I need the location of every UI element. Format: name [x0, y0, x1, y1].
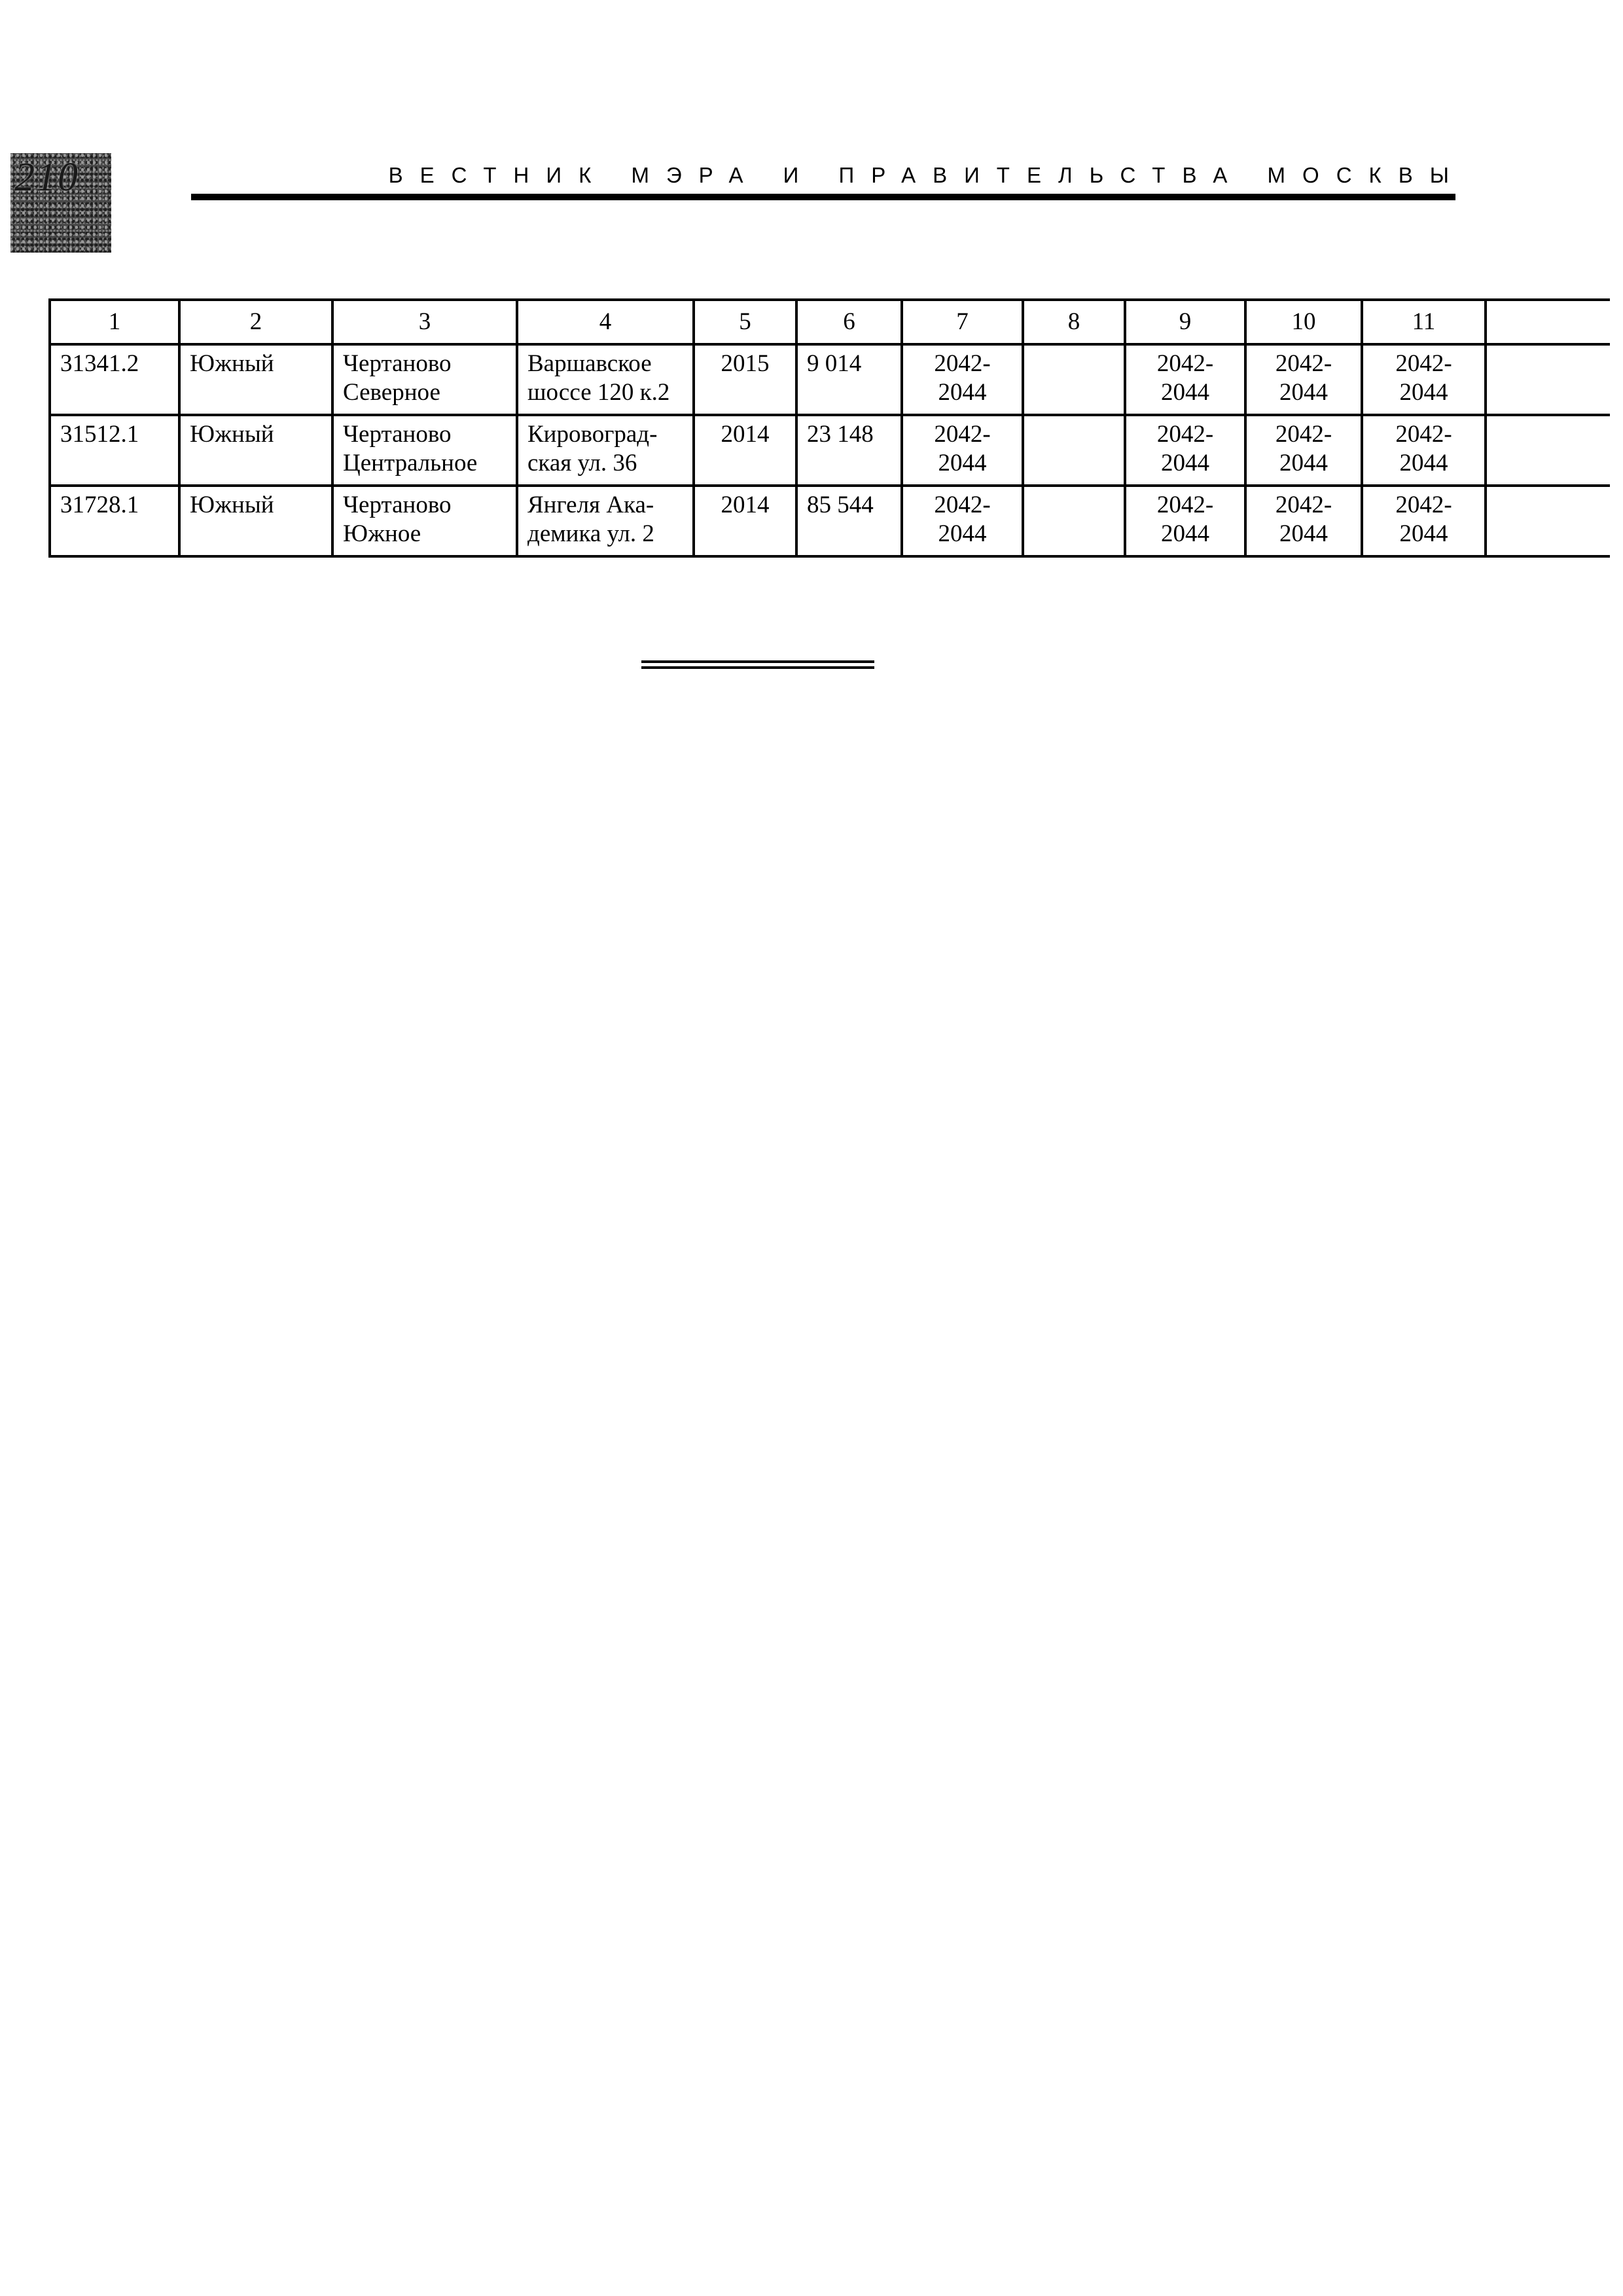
column-header: 2 — [179, 300, 332, 344]
period-cell: 2042- 2044 — [1362, 344, 1486, 415]
running-title: ВЕСТНИК МЭРА И ПРАВИТЕЛЬСТВА МОСКВЫ — [388, 163, 1466, 187]
empty-cell — [1023, 415, 1125, 486]
column-header: 10 — [1245, 300, 1362, 344]
period-cell: 2042- 2044 — [1362, 486, 1486, 556]
section-end-rule — [641, 660, 874, 669]
area-value-cell: 85 544 — [796, 486, 902, 556]
period-cell: 2042- 2044 — [1125, 415, 1245, 486]
table-row — [50, 486, 1610, 556]
area-cell: Чертаново Северное — [332, 344, 517, 415]
address-cell: Кировоград- ская ул. 36 — [517, 415, 694, 486]
column-header: 9 — [1125, 300, 1245, 344]
object-id-cell: 31728.1 — [50, 486, 179, 556]
page-number: 210 — [14, 155, 79, 200]
column-header: 7 — [902, 300, 1023, 344]
table-row — [50, 344, 1610, 415]
address-cell: Варшавское шоссе 120 к.2 — [517, 344, 694, 415]
column-header: 8 — [1023, 300, 1125, 344]
area-value-cell: 9 014 — [796, 344, 902, 415]
column-header: 1 — [50, 300, 179, 344]
period-cell: 2042- 2044 — [902, 486, 1023, 556]
address-cell: Янгеля Ака- демика ул. 2 — [517, 486, 694, 556]
empty-cell — [1486, 344, 1610, 415]
column-header: 11 — [1362, 300, 1486, 344]
table-row — [50, 415, 1610, 486]
period-cell: 2042- 2044 — [1245, 415, 1362, 486]
column-header: 6 — [796, 300, 902, 344]
district-cell: Южный — [179, 486, 332, 556]
data-table — [48, 298, 1610, 558]
period-cell: 2042- 2044 — [1125, 344, 1245, 415]
district-cell: Южный — [179, 344, 332, 415]
empty-cell — [1486, 486, 1610, 556]
column-number-row — [50, 300, 1610, 344]
area-value-cell: 23 148 — [796, 415, 902, 486]
period-cell: 2042- 2044 — [902, 344, 1023, 415]
object-id-cell: 31341.2 — [50, 344, 179, 415]
year-cell: 2014 — [694, 486, 796, 556]
column-header: 4 — [517, 300, 694, 344]
empty-cell — [1023, 486, 1125, 556]
period-cell: 2042- 2044 — [902, 415, 1023, 486]
period-cell: 2042- 2044 — [1125, 486, 1245, 556]
empty-cell — [1023, 344, 1125, 415]
column-header: 3 — [332, 300, 517, 344]
column-header — [1486, 300, 1610, 344]
year-cell: 2015 — [694, 344, 796, 415]
period-cell: 2042- 2044 — [1245, 344, 1362, 415]
page-number-badge — [10, 153, 111, 253]
period-cell: 2042- 2044 — [1362, 415, 1486, 486]
district-cell: Южный — [179, 415, 332, 486]
header-rule — [191, 194, 1455, 200]
area-cell: Чертаново Центральное — [332, 415, 517, 486]
area-cell: Чертаново Южное — [332, 486, 517, 556]
empty-cell — [1486, 415, 1610, 486]
year-cell: 2014 — [694, 415, 796, 486]
column-header: 5 — [694, 300, 796, 344]
period-cell: 2042- 2044 — [1245, 486, 1362, 556]
object-id-cell: 31512.1 — [50, 415, 179, 486]
